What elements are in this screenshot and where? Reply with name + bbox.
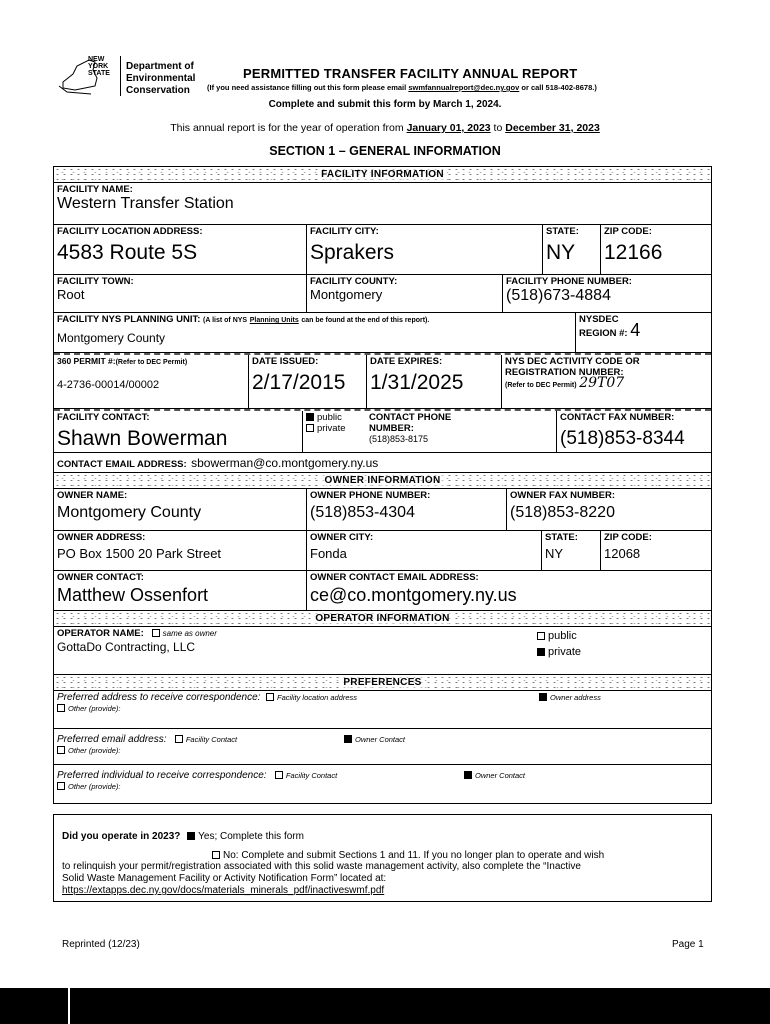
- owner-phone-field[interactable]: (518)853-4304: [310, 504, 415, 521]
- contact-email-field[interactable]: sbowerman@co.montgomery.ny.us: [191, 456, 379, 470]
- permit-number-field[interactable]: 4-2736-00014/00002: [57, 379, 160, 391]
- facility-city-field[interactable]: Sprakers: [310, 241, 395, 264]
- operate-no-checkbox[interactable]: [212, 851, 220, 859]
- facility-town-field[interactable]: Root: [57, 287, 85, 302]
- planning-unit-row: FACILITY NYS PLANNING UNIT: (A list of NYS Planning Units can be found at the end of this report). Montgomery County NYSDEC REGION #: 4: [54, 313, 711, 353]
- owner-fax-field[interactable]: (518)853-8220: [510, 504, 615, 521]
- owner-name-row: OWNER NAME: Montgomery County OWNER PHONE NUMBER: (518)853-4304 OWNER FAX NUMBER: (518)853-8220: [54, 489, 711, 531]
- preferences-band: PREFERENCES: [54, 675, 711, 691]
- facility-state-field[interactable]: NY: [546, 241, 576, 264]
- owner-name-field[interactable]: Montgomery County: [57, 504, 202, 521]
- operator-private-checkbox[interactable]: [537, 648, 545, 656]
- same-as-owner-checkbox[interactable]: [152, 629, 160, 637]
- date-issued-field[interactable]: 2/17/2015: [252, 371, 346, 394]
- permit-row: 360 PERMIT #:(Refer to DEC Permit) 4-2736-00014/00002 DATE ISSUED: 2/17/2015 DATE EXPIRES: 1/31/2025 NYS DEC ACTIVITY CODE OR REGISTRATION NUMBER: (Refer to DEC Permit) 29T07: [54, 353, 711, 409]
- facility-contact-private-checkbox[interactable]: [306, 424, 314, 432]
- nys-logo: [55, 52, 125, 96]
- contact-phone-field[interactable]: (518)853-8175: [369, 434, 429, 444]
- year-to: December 31, 2023: [505, 122, 600, 134]
- date-expires-field[interactable]: 1/31/2025: [370, 371, 464, 394]
- operator-information-band: OPERATOR INFORMATION: [54, 611, 711, 627]
- reprinted-date: Reprinted (12/23): [62, 939, 140, 950]
- planning-unit-field[interactable]: Montgomery County: [57, 331, 166, 345]
- pref-address-other-checkbox[interactable]: [57, 704, 65, 712]
- department-name: Department of Environmental Conservation: [126, 61, 196, 96]
- operator-name-field[interactable]: GottaDo Contracting, LLC: [57, 640, 196, 654]
- owner-city-field[interactable]: Fonda: [310, 546, 347, 561]
- pref-owner-address-checkbox[interactable]: [539, 693, 547, 701]
- general-information-form: [53, 166, 712, 804]
- region-field[interactable]: 4: [630, 320, 641, 340]
- owner-email-field[interactable]: ce@co.montgomery.ny.us: [310, 585, 517, 605]
- facility-contact-public-checkbox[interactable]: [306, 413, 314, 421]
- operator-public-checkbox[interactable]: [537, 632, 545, 640]
- pref-indiv-other-checkbox[interactable]: [57, 782, 65, 790]
- operator-row: OPERATOR NAME: same as owner GottaDo Contracting, LLC public private: [54, 627, 711, 675]
- inactive-form-link[interactable]: https://extapps.dec.ny.gov/docs/materials_minerals_pdf/inactiveswmf.pdf: [62, 885, 385, 896]
- page-number: Page 1: [672, 939, 704, 950]
- owner-address-row: OWNER ADDRESS: PO Box 1500 20 Park Street OWNER CITY: Fonda STATE: NY ZIP CODE: 12068: [54, 531, 711, 571]
- contact-email-row: CONTACT EMAIL ADDRESS: sbowerman@co.montgomery.ny.us: [54, 453, 711, 473]
- owner-information-band: OWNER INFORMATION: [54, 473, 711, 489]
- facility-contact-row: FACILITY CONTACT: Shawn Bowerman public private CONTACT PHONE NUMBER: (518)853-8175 CONTACT FAX NUMBER: (518)853-8344: [54, 409, 711, 453]
- logo-text-york: YORK: [88, 63, 109, 70]
- facility-county-field[interactable]: Montgomery: [310, 287, 383, 302]
- pref-email-owner-checkbox[interactable]: [344, 735, 352, 743]
- pref-facility-address-checkbox[interactable]: [266, 693, 274, 701]
- pref-individual-row: Preferred individual to receive correspondence: Facility Contact Owner Contact Other (provide):: [57, 770, 526, 791]
- owner-contact-row: OWNER CONTACT: Matthew Ossenfort OWNER CONTACT EMAIL ADDRESS: ce@co.montgomery.ny.us: [54, 571, 711, 611]
- owner-contact-field[interactable]: Matthew Ossenfort: [57, 585, 209, 605]
- pref-indiv-facility-checkbox[interactable]: [275, 771, 283, 779]
- pref-email-row: Preferred email address: Facility Contact Owner Contact Other (provide):: [54, 729, 711, 765]
- submit-deadline: Complete and submit this form by March 1, 2024.: [268, 99, 502, 110]
- facility-information-band: FACILITY INFORMATION: [54, 167, 711, 183]
- planning-units-link[interactable]: Planning Units: [249, 317, 299, 324]
- pref-indiv-owner-checkbox[interactable]: [464, 771, 472, 779]
- operate-question: Did you operate in 2023?: [62, 831, 181, 842]
- contact-fax-field[interactable]: (518)853-8344: [560, 428, 685, 449]
- owner-state-field[interactable]: NY: [545, 546, 564, 561]
- facility-town-row: FACILITY TOWN: Root FACILITY COUNTY: Montgomery FACILITY PHONE NUMBER: (518)673-4884: [54, 275, 711, 313]
- operate-question-box: Did you operate in 2023? Yes; Complete this form No: Complete and submit Sections 1 and 11. If you no longer plan to operate and wish to relinquish your permit/registration associated with this solid waste management activity, also complete the “Inactive Solid Waste Management Facility or Activity Notification Form” located at: https://extapps.dec.ny.gov/docs/materials_minerals_pdf/inactiveswmf.pdf: [53, 814, 712, 902]
- report-title: PERMITTED TRANSFER FACILITY ANNUAL REPORT: [243, 66, 578, 81]
- scan-edge-bar: [0, 988, 770, 1024]
- facility-contact-field[interactable]: Shawn Bowerman: [57, 427, 228, 450]
- facility-address-row: FACILITY LOCATION ADDRESS: 4583 Route 5S FACILITY CITY: Sprakers STATE: NY ZIP CODE: 12166: [54, 225, 711, 275]
- facility-zip-field[interactable]: 12166: [604, 241, 663, 264]
- assistance-note: (If you need assistance filling out this form please email swmfannualreport@dec.ny.gov or call 518-402-8678.): [207, 83, 597, 92]
- logo-divider: [120, 56, 121, 96]
- assistance-email-link[interactable]: swmfannualreport@dec.ny.gov: [408, 83, 520, 92]
- facility-name-field[interactable]: Western Transfer Station: [57, 195, 234, 212]
- facility-name-row: FACILITY NAME: Western Transfer Station: [54, 183, 711, 225]
- activity-code-field[interactable]: 29T07: [579, 375, 625, 391]
- logo-text-new: NEW: [88, 56, 105, 63]
- pref-email-facility-checkbox[interactable]: [175, 735, 183, 743]
- facility-phone-field[interactable]: (518)673-4884: [506, 287, 611, 304]
- pref-address-row: Preferred address to receive correspondence: Facility location address Owner address Other (provide):: [54, 691, 711, 729]
- pref-email-other-checkbox[interactable]: [57, 746, 65, 754]
- year-from: January 01, 2023: [406, 122, 491, 134]
- logo-text-state: STATE: [88, 70, 110, 77]
- section-title: SECTION 1 – GENERAL INFORMATION: [269, 144, 501, 158]
- year-of-operation: This annual report is for the year of operation from January 01, 2023 to December 31, 2023: [170, 122, 600, 134]
- operate-yes-checkbox[interactable]: [187, 832, 195, 840]
- owner-zip-field[interactable]: 12068: [604, 546, 641, 561]
- owner-address-field[interactable]: PO Box 1500 20 Park Street: [57, 546, 222, 561]
- facility-address-field[interactable]: 4583 Route 5S: [57, 241, 198, 264]
